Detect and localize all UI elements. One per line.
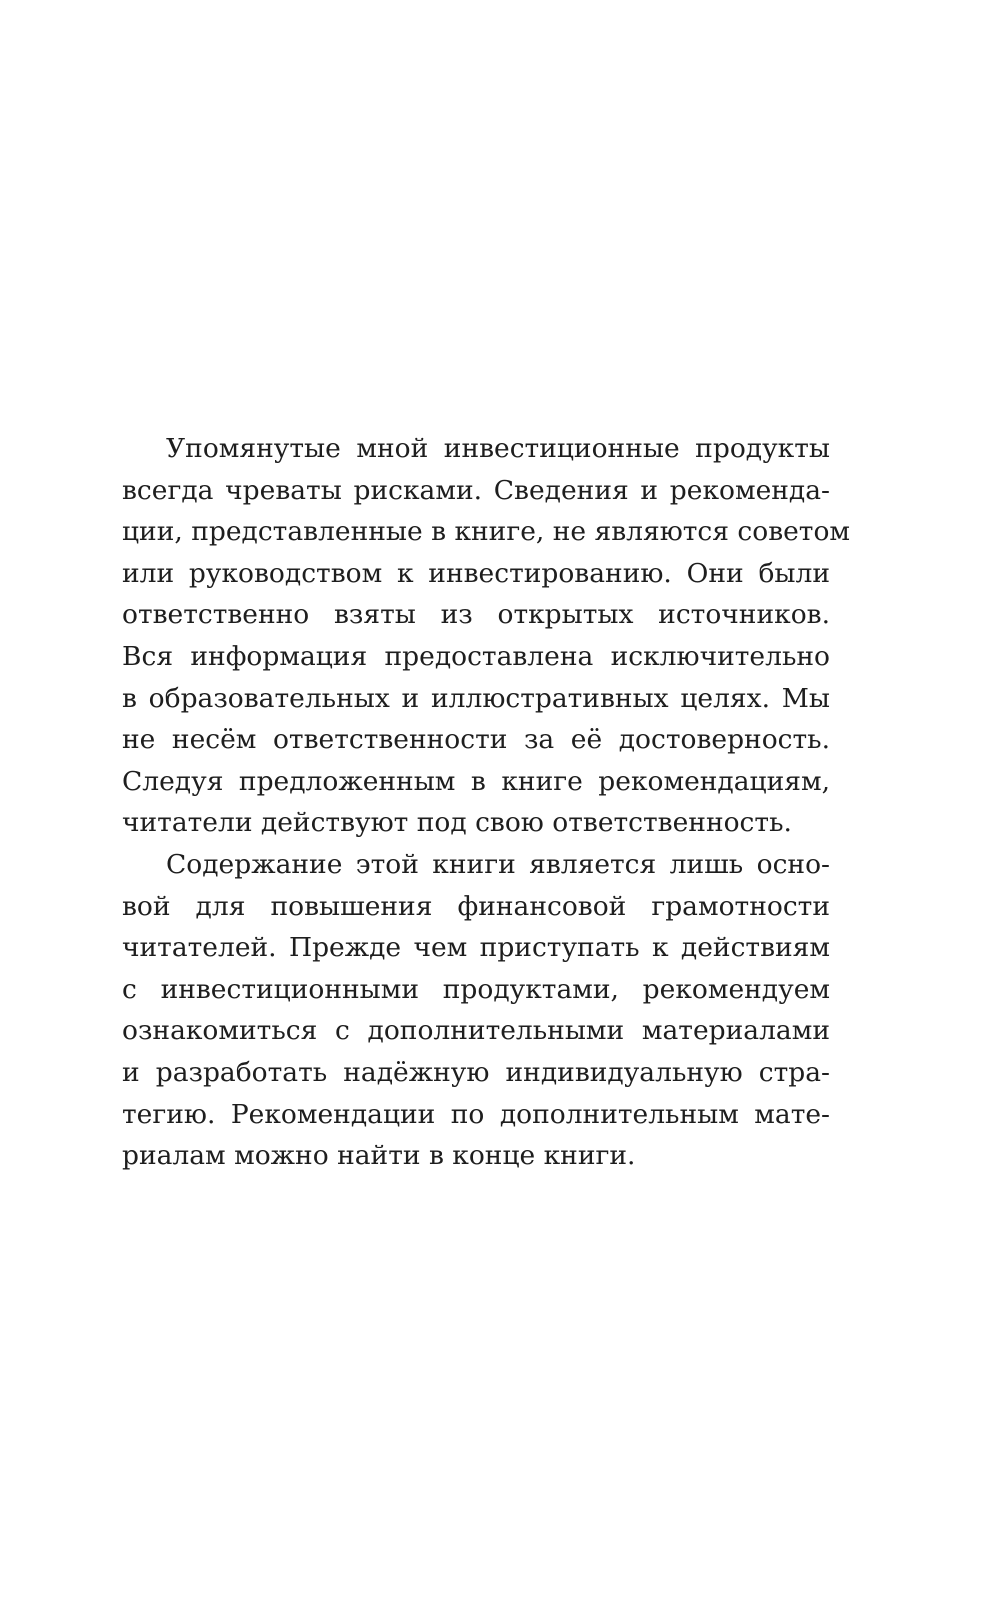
- text-line: Содержание этой книги является лишь осно-: [166, 848, 830, 880]
- text-line: читателей. Прежде чем приступать к действиям: [122, 932, 830, 964]
- text-line: ознакомиться с дополнительными материалами: [122, 1015, 830, 1047]
- text-line: с инвестиционными продуктами, рекомендуем: [122, 973, 830, 1005]
- text-line: или руководством к инвестированию. Они были: [122, 557, 830, 589]
- text-line: не несём ответственности за её достоверность.: [122, 724, 830, 756]
- disclaimer-paragraph-2: [122, 844, 830, 1177]
- text-line: ции, представленные в книге, не являются советом: [122, 516, 851, 548]
- text-line: читатели действуют под свою ответственность.: [122, 807, 792, 839]
- text-line: всегда чреваты рисками. Сведения и рекоменда-: [122, 474, 830, 506]
- text-line: тегию. Рекомендации по дополнительным мате-: [122, 1098, 830, 1130]
- text-line: риалам можно найти в конце книги.: [122, 1140, 636, 1172]
- text-line: Вся информация предоставлена исключительно: [122, 640, 830, 672]
- text-line: вой для повышения финансовой грамотности: [122, 890, 830, 922]
- text-line: Следуя предложенным в книге рекомендациям,: [122, 765, 830, 797]
- text-line: и разработать надёжную индивидуальную стра-: [122, 1056, 830, 1088]
- text-line: Упомянутые мной инвестиционные продукты: [166, 433, 830, 464]
- disclaimer-paragraph-1: [122, 428, 851, 844]
- disclaimer-text: [122, 428, 851, 1177]
- text-line: в образовательных и иллюстративных целях. Мы: [122, 682, 830, 714]
- text-line: ответственно взяты из открытых источников.: [122, 599, 830, 631]
